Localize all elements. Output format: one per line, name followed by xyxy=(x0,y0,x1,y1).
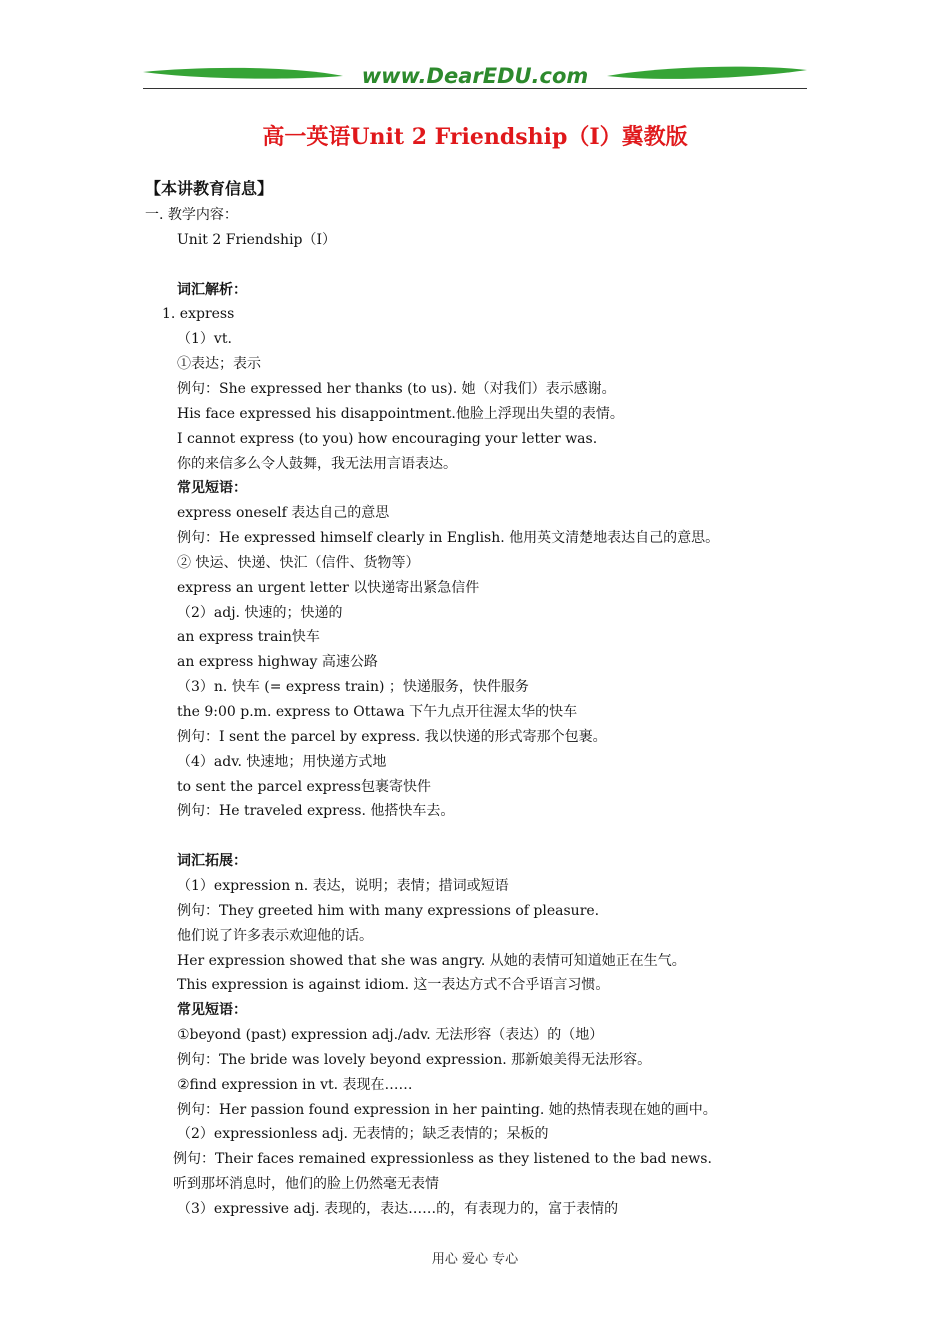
text-line: 例句：Her passion found expression in her painting. 她的热情表现在她的画中。 xyxy=(177,1101,717,1118)
site-logo: www.DearEDU.com xyxy=(361,64,589,88)
text-line: an express highway 高速公路 xyxy=(177,654,378,671)
subheading: 词汇解析： xyxy=(177,281,247,298)
text-line: 例句：He traveled express. 他搭快车去。 xyxy=(177,803,455,820)
header-rule xyxy=(143,88,807,89)
text-line: （3）expressive adj. 表现的，表达……的，有表现力的，富于表情的 xyxy=(177,1201,619,1217)
text-line: （3）n. 快车 (= express train) ；快递服务，快件服务 xyxy=(177,679,529,696)
text-line: an express train快车 xyxy=(177,629,320,646)
text-line: （1）expression n. 表达，说明；表情；措词或短语 xyxy=(177,877,509,894)
text-line: 例句：They greeted him with many expressions of pleasure. xyxy=(177,902,600,919)
text-line: 他们说了许多表示欢迎他的话。 xyxy=(177,927,373,944)
text-line: His face expressed his disappointment.他脸上浮现出失望的表情。 xyxy=(177,405,624,422)
text-line: （2）expressionless adj. 无表情的；缺乏表情的；呆板的 xyxy=(177,1126,549,1143)
text-line: This expression is against idiom. 这一表达方式不合乎语言习惯。 xyxy=(177,977,610,994)
subheading: 常见短语： xyxy=(177,1002,247,1019)
text-line: 1. express xyxy=(162,306,235,323)
section-heading: 【本讲教育信息】 xyxy=(145,179,274,198)
text-line: （1）vt. xyxy=(177,331,232,348)
text-line: （4）adv. 快速地；用快递方式地 xyxy=(177,753,387,770)
text-line: （2）adj. 快速的；快递的 xyxy=(177,604,343,621)
text-line: 例句：The bride was lovely beyond expression. 那新娘美得无法形容。 xyxy=(177,1051,652,1068)
text-line: ①beyond (past) expression adj./adv. 无法形容（表达）的（地） xyxy=(177,1027,604,1044)
text-line: I cannot express (to you) how encouraging your letter was. xyxy=(177,430,598,447)
text-line: to sent the parcel express包裹寄快件 xyxy=(177,778,431,795)
text-line: express an urgent letter 以快递寄出紧急信件 xyxy=(177,579,480,596)
text-line: 你的来信多么令人鼓舞，我无法用言语表达。 xyxy=(177,455,457,472)
text-line: ①表达；表示 xyxy=(177,356,261,373)
text-line: 例句：She expressed her thanks (to us). 她（对我们）表示感谢。 xyxy=(177,380,616,397)
text-line: 例句：Their faces remained expressionless as they listened to the bad news. xyxy=(173,1151,712,1168)
page-title: 高一英语Unit 2 Friendship（I）冀教版 xyxy=(262,124,688,150)
subheading: 常见短语： xyxy=(177,480,247,497)
site-header xyxy=(143,62,807,92)
text-line: 一. 教学内容： xyxy=(145,207,238,223)
text-line: 听到那坏消息时，他们的脸上仍然毫无表情 xyxy=(173,1176,439,1193)
subheading: 词汇拓展： xyxy=(177,853,247,870)
text-line: 例句：He expressed himself clearly in English. 他用英文清楚地表达自己的意思。 xyxy=(177,530,720,547)
text-line: 例句：I sent the parcel by express. 我以快递的形式寄那个包裹。 xyxy=(177,728,607,745)
text-line: the 9:00 p.m. express to Ottawa 下午九点开往渥太华的快车 xyxy=(177,704,578,720)
text-line: Her expression showed that she was angry. 从她的表情可知道她正在生气。 xyxy=(177,952,686,969)
text-line: ② 快运、快递、快汇（信件、货物等） xyxy=(177,554,420,571)
text-line: express oneself 表达自己的意思 xyxy=(177,505,390,522)
text-line: ②find expression in vt. 表现在…… xyxy=(177,1076,413,1093)
page-footer: 用心 爱心 专心 xyxy=(431,1252,519,1267)
text-line: Unit 2 Friendship（I） xyxy=(177,231,337,248)
